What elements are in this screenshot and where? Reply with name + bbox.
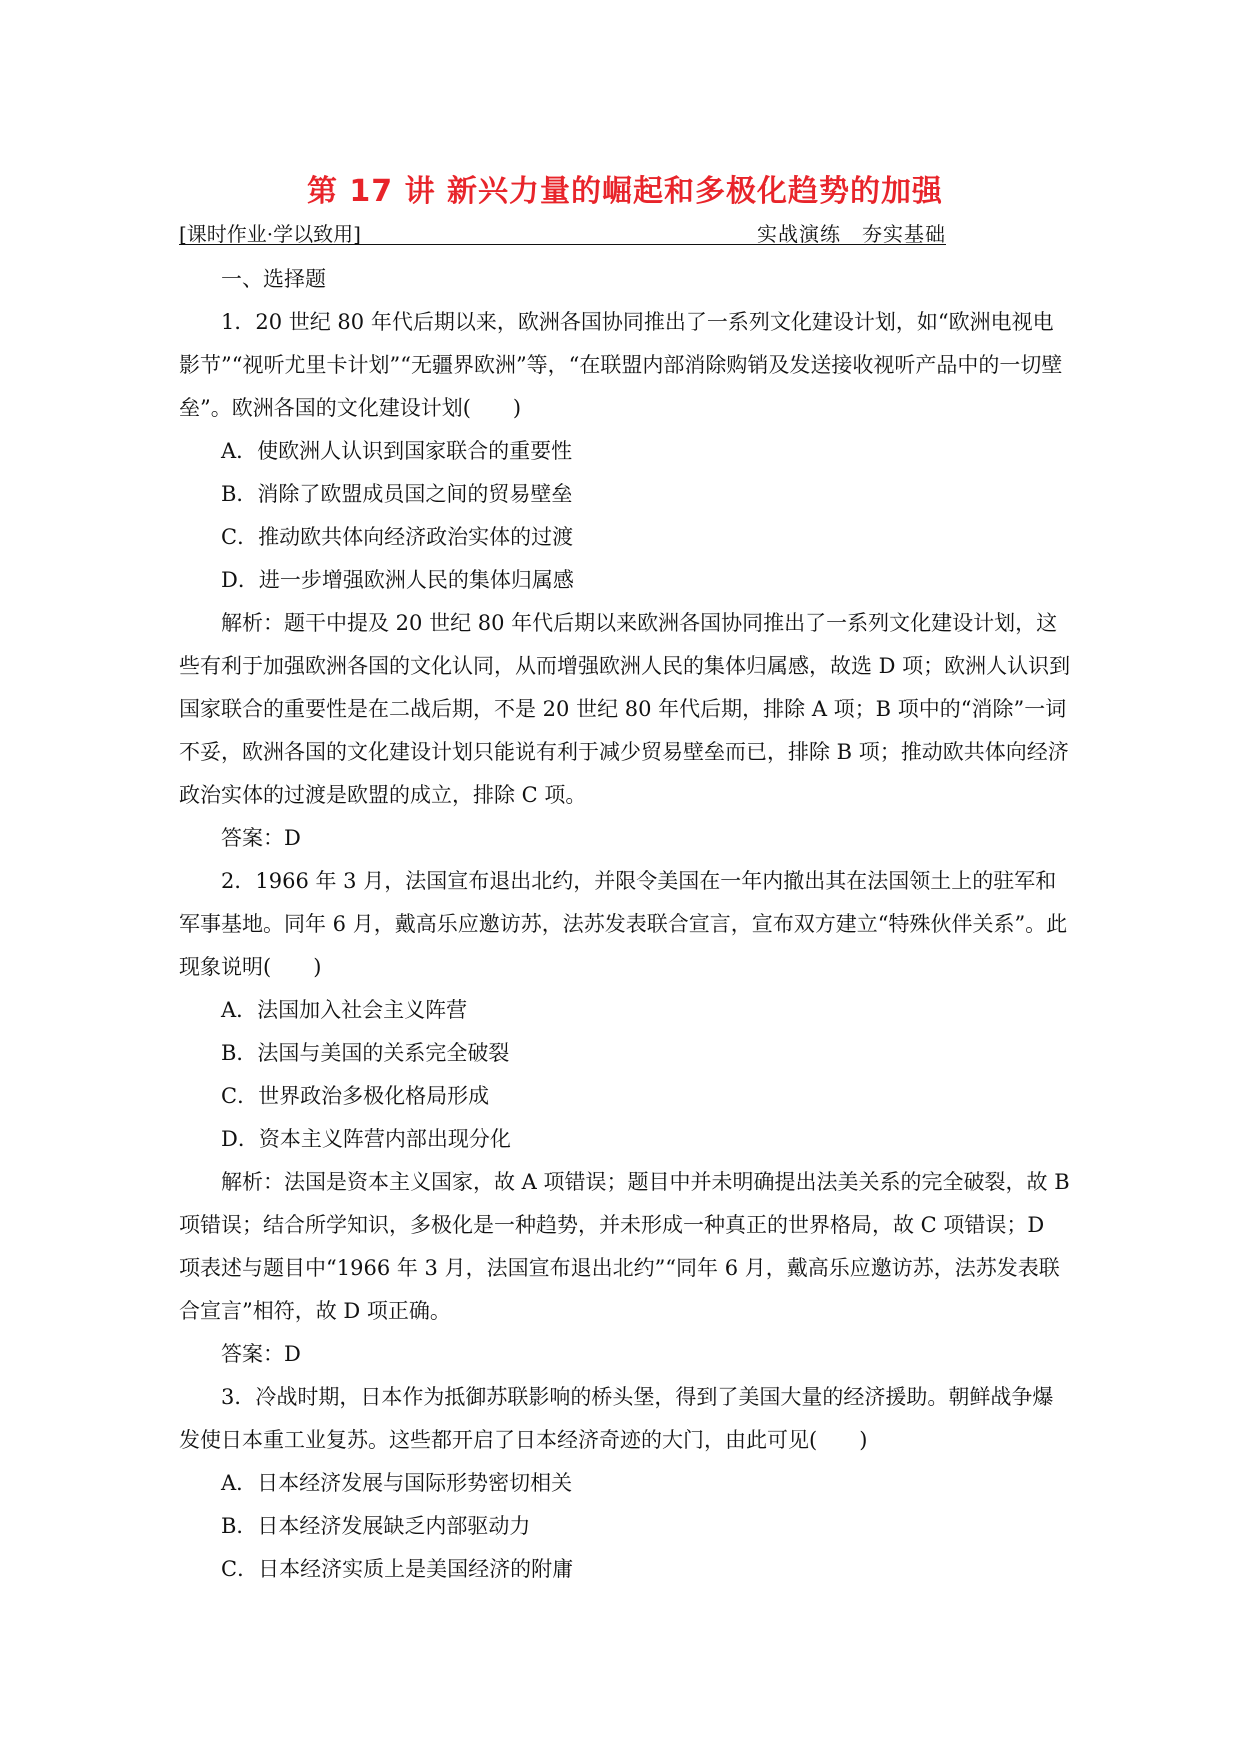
question-3-option-c: C．日本经济实质上是美国经济的附庸	[221, 1557, 574, 1581]
question-1-option-d: D．进一步增强欧洲人民的集体归属感	[221, 568, 574, 592]
question-2-option-b: B．法国与美国的关系完全破裂	[221, 1041, 510, 1065]
question-1-option-b: B．消除了欧盟成员国之间的贸易壁垒	[221, 482, 573, 506]
question-3-option-b: B．日本经济发展缺乏内部驱动力	[221, 1514, 531, 1538]
subheading-left: [课时作业·学以致用]	[179, 222, 361, 246]
subheading-right: 实战演练 夯实基础	[757, 222, 946, 246]
question-2-analysis: 解析：法国是资本主义国家，故 A 项错误；题目中并未明确提出法美关系的完全破裂，故 B 项错误；结合所学知识，多极化是一种趋势，并未形成一种真正的世界格局，故 C 项错误；D 项表述与题目中“1966 年 3 月，法国宣布退出北约”“同年 6 月，戴高乐应邀访苏，法苏发表联合宣言”相符，故 D 项正确。	[179, 1170, 1070, 1323]
question-2-option-d: D．资本主义阵营内部出现分化	[221, 1127, 511, 1151]
question-3-stem: 3．冷战时期，日本作为抵御苏联影响的桥头堡，得到了美国大量的经济援助。朝鲜战争爆发使日本重工业复苏。这些都开启了日本经济奇迹的大门，由此可见( )	[179, 1385, 1054, 1452]
question-1-option-c: C．推动欧共体向经济政治实体的过渡	[221, 525, 574, 549]
document-body	[179, 258, 1071, 1591]
section-heading: 一、选择题	[221, 267, 326, 291]
question-1-option-a: A．使欧洲人认识到国家联合的重要性	[221, 439, 573, 463]
question-2-option-c: C．世界政治多极化格局形成	[221, 1084, 490, 1108]
question-3-option-a: A．日本经济发展与国际形势密切相关	[221, 1471, 573, 1495]
question-1-analysis: 解析：题干中提及 20 世纪 80 年代后期以来欧洲各国协同推出了一系列文化建设计划，这些有利于加强欧洲各国的文化认同，从而增强欧洲人民的集体归属感，故选 D 项；欧洲人认识到国家联合的重要性是在二战后期，不是 20 世纪 80 年代后期，排除 A 项；B 项中的“消除”一词不妥，欧洲各国的文化建设计划只能说有利于减少贸易壁垒而已，排除 B 项；推动欧共体向经济政治实体的过渡是欧盟的成立，排除 C 项。	[179, 611, 1071, 807]
question-1-stem: 1．20 世纪 80 年代后期以来，欧洲各国协同推出了一系列文化建设计划，如“欧洲电视电影节”“视听尤里卡计划”“无疆界欧洲”等，“在联盟内部消除购销及发送接收视听产品中的一切壁垒”。欧洲各国的文化建设计划( )	[179, 310, 1063, 420]
question-2-stem: 2．1966 年 3 月，法国宣布退出北约，并限令美国在一年内撤出其在法国领土上的驻军和军事基地。同年 6 月，戴高乐应邀访苏，法苏发表联合宣言，宣布双方建立“特殊伙伴关系”。此现象说明( )	[179, 869, 1068, 979]
subheading-bar	[179, 218, 946, 245]
question-2-option-a: A．法国加入社会主义阵营	[221, 998, 468, 1022]
page-title: 第 17 讲 新兴力量的崛起和多极化趋势的加强	[306, 174, 944, 209]
question-1-answer: 答案：D	[221, 826, 301, 850]
question-2-answer: 答案：D	[221, 1342, 301, 1366]
